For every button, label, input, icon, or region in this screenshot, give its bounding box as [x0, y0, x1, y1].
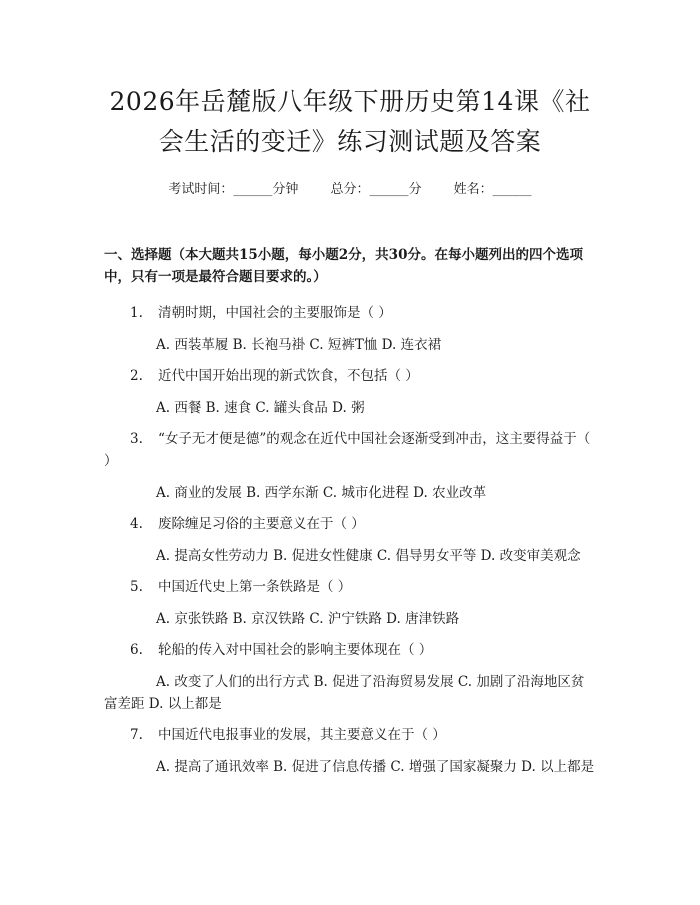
question-number: 1.: [130, 305, 143, 321]
total-score-field: 总分：______分: [330, 182, 422, 197]
question-text: 轮船的传入对中国社会的影响主要体现在（ ）: [158, 642, 433, 658]
question-text: 近代中国开始出现的新式饮食，不包括（ ）: [158, 368, 419, 384]
question-text: 中国近代史上第一条铁路是（ ）: [158, 579, 352, 595]
question-number: 4.: [130, 516, 143, 532]
exam-info: [104, 180, 596, 200]
question-number: 3.: [130, 431, 143, 447]
question-stem: [104, 639, 596, 661]
question-text: 中国近代电报事业的发展，其主要意义在于（ ）: [158, 727, 446, 743]
section-heading: 一、选择题（本大题共15小题，每小题2分，共30分。在每小题列出的四个选项中，只有一项是最符合题目要求的。）: [104, 247, 583, 285]
question-stem: [104, 724, 596, 746]
question-number: 2.: [130, 368, 143, 384]
question-number: 5.: [130, 579, 143, 595]
question-options: A. 西餐 B. 速食 C. 罐头食品 D. 粥: [156, 400, 365, 416]
question-stem: [104, 365, 596, 387]
question-options: A. 京张铁路 B. 京汉铁路 C. 沪宁铁路 D. 唐津铁路: [156, 611, 460, 627]
question-list: [104, 302, 596, 778]
question-options: A. 提高了通讯效率 B. 促进了信息传播 C. 增强了国家凝聚力 D. 以上都是: [156, 759, 595, 775]
question-text: 废除缠足习俗的主要意义在于（ ）: [158, 516, 365, 532]
question-number: 7.: [130, 727, 143, 743]
question-stem: [104, 513, 596, 535]
question-stem: [104, 428, 596, 472]
question-options: A. 西装革履 B. 长袍马褂 C. 短裤T恤 D. 连衣裙: [156, 337, 442, 353]
question-options: A. 改变了人们的出行方式 B. 促进了沿海贸易发展 C. 加剧了沿海地区贫富差距 D. 以上都是: [104, 674, 585, 712]
question-options: A. 商业的发展 B. 西学东渐 C. 城市化进程 D. 农业改革: [156, 485, 487, 501]
document-title: 2026年岳麓版八年级下册历史第14课《社会生活的变迁》练习测试题及答案: [109, 87, 591, 156]
question-text: 清朝时期，中国社会的主要服饰是（ ）: [158, 305, 392, 321]
question-stem: [104, 302, 596, 324]
exam-time-field: 考试时间：______分钟: [168, 182, 299, 197]
student-name-field: 姓名：______: [453, 182, 532, 197]
question-text: “女子无才便是德”的观念在近代中国社会逐渐受到冲击，这主要得益于（ ）: [104, 431, 591, 469]
question-number: 6.: [130, 642, 143, 658]
question-options: A. 提高女性劳动力 B. 促进女性健康 C. 倡导男女平等 D. 改变审美观念: [156, 548, 581, 564]
question-stem: [104, 576, 596, 598]
